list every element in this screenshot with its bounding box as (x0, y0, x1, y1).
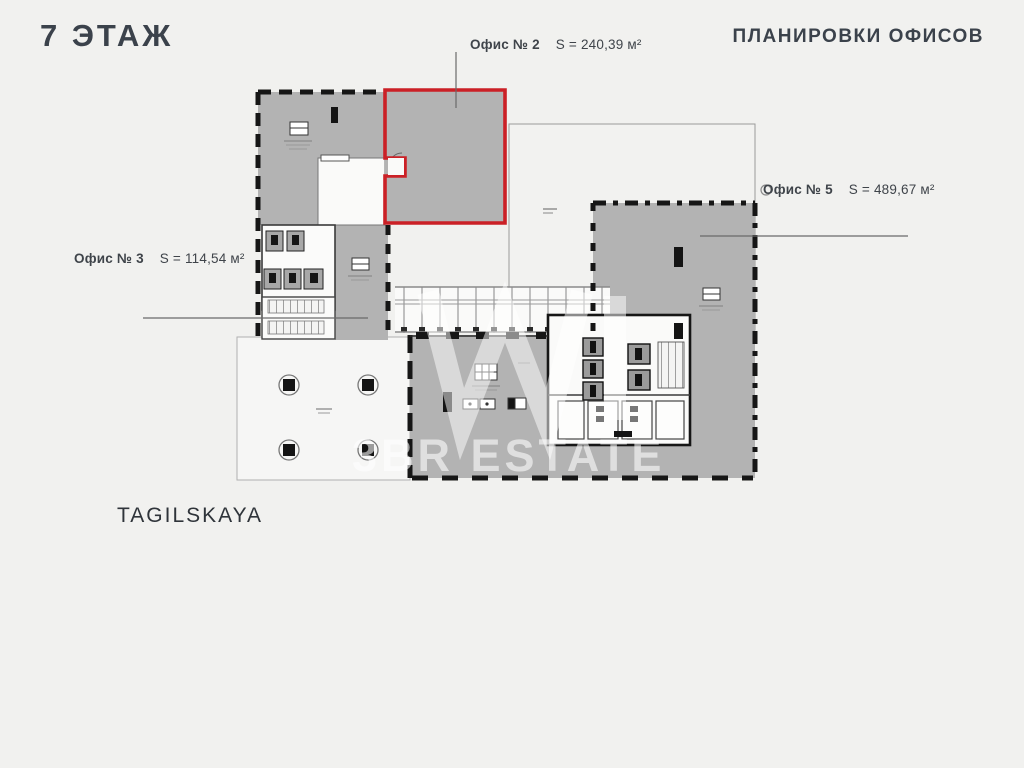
wc-stalls (264, 269, 323, 289)
open-terrace (237, 337, 410, 480)
office-2-label (470, 37, 642, 52)
office-5-area: S = 489,67 м² (848, 182, 935, 197)
elevator (583, 338, 603, 400)
office-3-area[interactable] (335, 225, 388, 340)
stairs (658, 342, 684, 388)
office-2-area: S = 240,39 м² (555, 37, 642, 52)
office-2-region[interactable] (385, 90, 505, 223)
office-5-name: Офис № 5 (763, 182, 833, 197)
street-label: TAGILSKAYA (117, 504, 264, 527)
office-3-label (74, 251, 245, 266)
office-5-label (763, 182, 935, 197)
watermark-text: 3BR ESTATE (352, 430, 666, 481)
floor-title: 7 ЭТАЖ (40, 18, 174, 53)
office-3-area: S = 114,54 м² (159, 251, 245, 266)
office-2-name: Офис № 2 (470, 37, 540, 52)
page-header-right: ПЛАНИРОВКИ ОФИСОВ (732, 26, 984, 47)
office-3-name: Офис № 3 (74, 251, 144, 266)
